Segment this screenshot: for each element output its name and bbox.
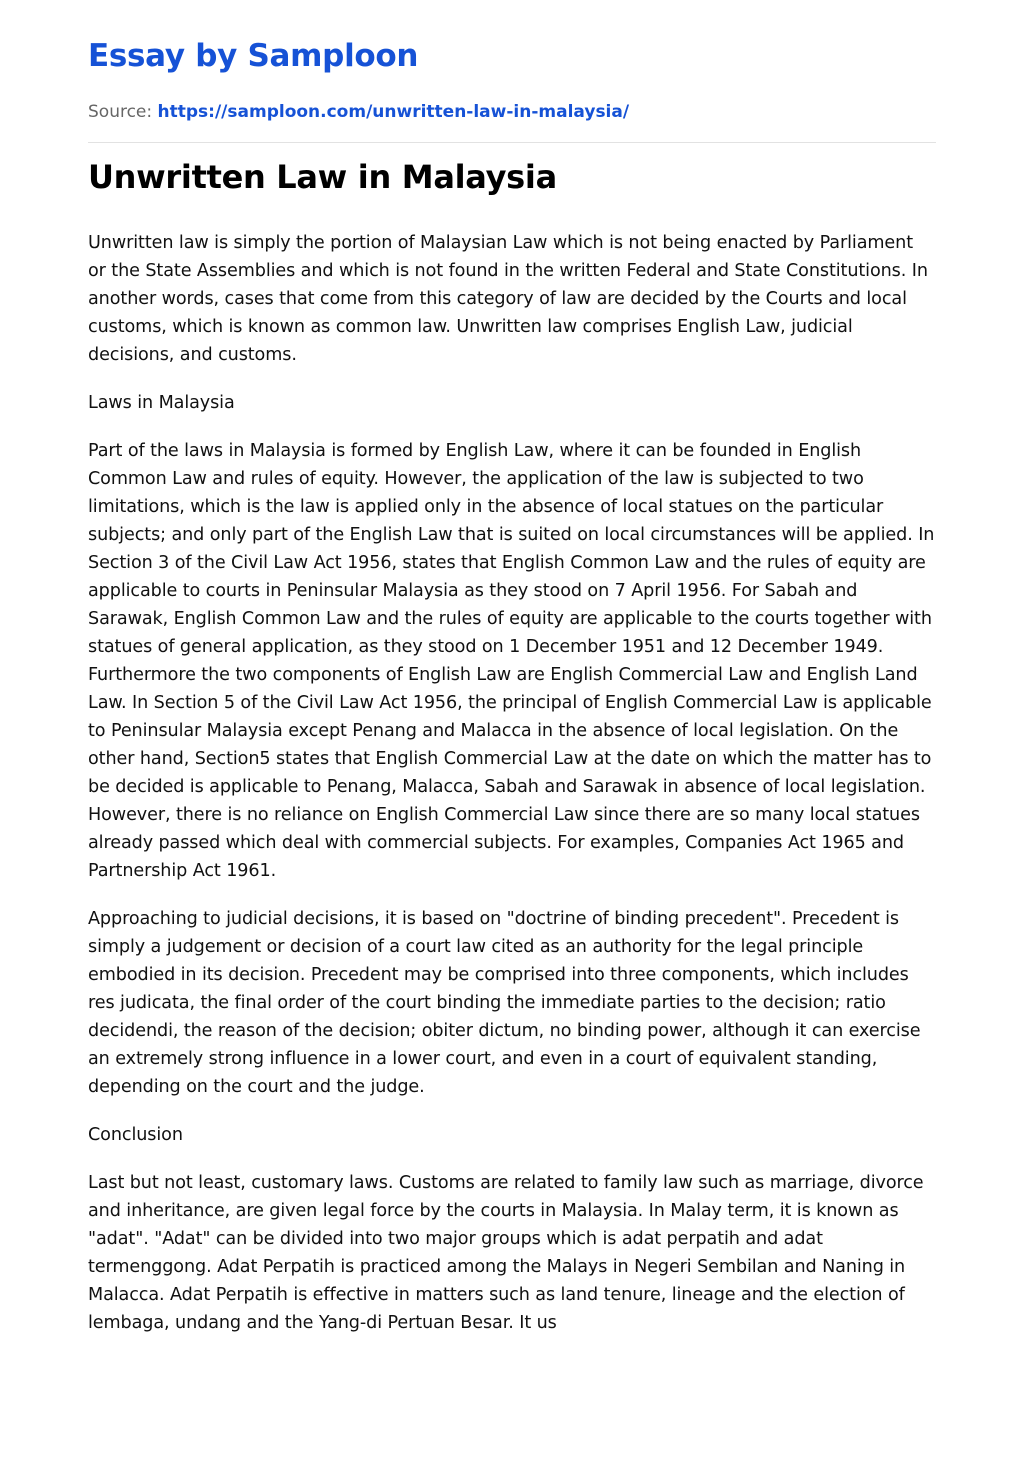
source-label: Source: [88, 102, 153, 122]
source-line [88, 100, 936, 124]
section-heading: Conclusion [88, 1125, 183, 1145]
essay-title: Unwritten Law in Malaysia [88, 158, 557, 196]
divider [88, 142, 936, 143]
source-link[interactable]: https://samploon.com/unwritten-law-in-malaysia/ [157, 102, 630, 122]
paragraph: Approaching to judicial decisions, it is based on "doctrine of binding precedent". Precedent is simply a judgement or decision of a court law cited as an authority for the legal principle embodied in its decision. Precedent may be comprised into three components, which includes res judicata, the final order of the court binding the immediate parties to the decision; ratio decidendi, the reason of the decision; obiter dictum, no binding power, although it can exercise an extremely strong influence in a lower court, and even in a court of equivalent standing, depending on the court and the judge. [88, 909, 921, 1097]
paragraph: Last but not least, customary laws. Customs are related to family law such as marriage, divorce and inheritance, are given legal force by the courts in Malaysia. In Malay term, it is known as "adat". "Adat" can be divided into two major groups which is adat perpatih and adat termenggong. Adat Perpatih is practiced among the Malays in Negeri Sembilan and Naning in Malacca. Adat Perpatih is effective in matters such as land tenure, lineage and the election of lembaga, undang and the Yang-di Pertuan Besar. It us [88, 1173, 924, 1333]
brand-title: Essay by Samploon [88, 38, 419, 74]
paragraph: Unwritten law is simply the portion of Malaysian Law which is not being enacted by Parliament or the State Assemblies and which is not found in the written Federal and State Constitutions. In another words, cases that come from this category of law are decided by the Courts and local customs, which is known as common law. Unwritten law comprises English Law, judicial decisions, and customs. [88, 233, 928, 365]
essay-body [88, 229, 936, 1337]
document [88, 0, 936, 1357]
section-heading: Laws in Malaysia [88, 393, 235, 413]
paragraph: Part of the laws in Malaysia is formed by English Law, where it can be founded in English Common Law and rules of equity. However, the application of the law is subjected to two limitations, which is the law is applied only in the absence of local statues on the particular subjects; and only part of the English Law that is suited on local circumstances will be applied. In Section 3 of the Civil Law Act 1956, states that English Common Law and the rules of equity are applicable to courts in Peninsular Malaysia as they stood on 7 April 1956. For Sabah and Sarawak, English Common Law and the rules of equity are applicable to the courts together with statues of general application, as they stood on 1 December 1951 and 12 December 1949. Furthermore the two components of English Law are English Commercial Law and English Land Law. In Section 5 of the Civil Law Act 1956, the principal of English Commercial Law is applicable to Peninsular Malaysia except Penang and Malacca in the absence of local legislation. On the other hand, Section5 states that English Commercial Law at the date on which the matter has to be decided is applicable to Penang, Malacca, Sabah and Sarawak in absence of local legislation. However, there is no reliance on English Commercial Law since there are so many local statues already passed which deal with commercial subjects. For examples, Companies Act 1965 and Partnership Act 1961. [88, 441, 935, 881]
